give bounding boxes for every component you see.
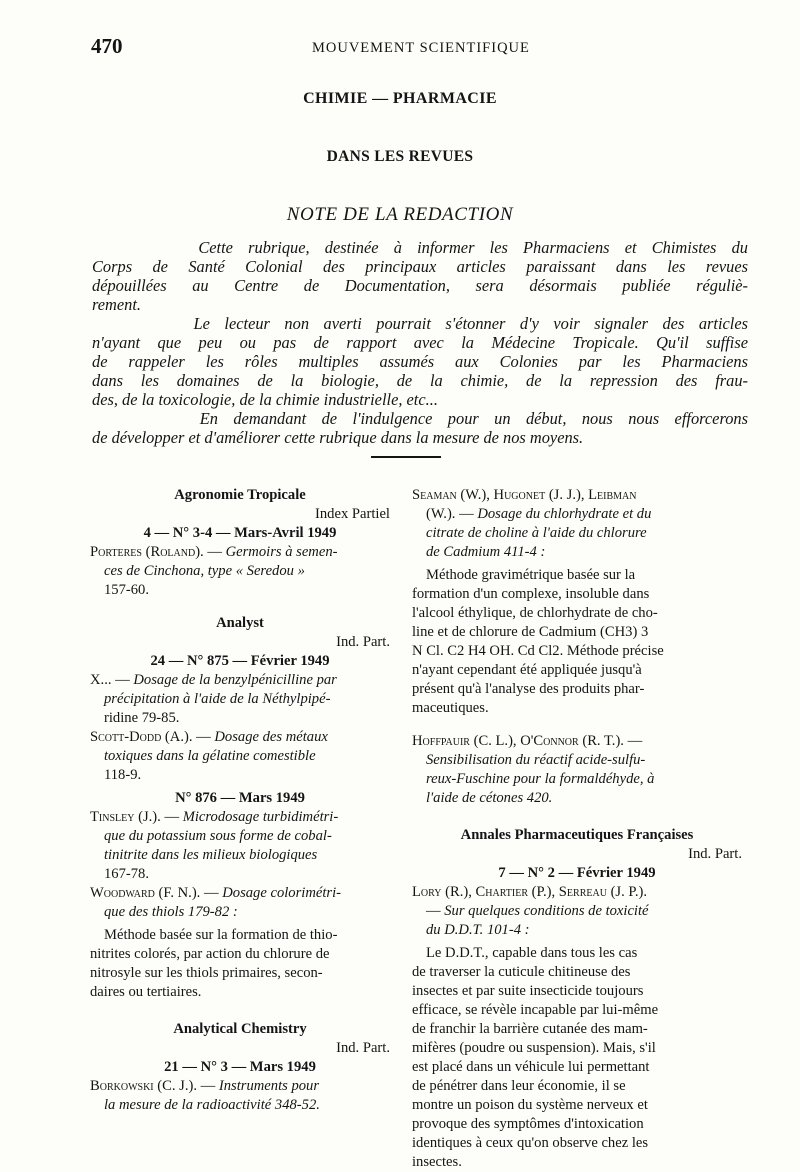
entry-title: du D.D.T. 101-4 : (426, 922, 530, 938)
entry-description: nitrites colorés, par action du chlorure de (90, 946, 330, 962)
entry: (W.). — Dosage du chlorhydrate et du (426, 506, 652, 522)
section-title: CHIMIE — PHARMACIE (303, 90, 497, 107)
entry-title: que des thiols 179-82 : (104, 904, 238, 920)
entry-title: Sur quelques conditions de toxicité (444, 903, 649, 919)
issue-heading: 7 — N° 2 — Février 1949 (498, 865, 656, 881)
entry-author: Woodward (F. N.). (90, 885, 201, 901)
entry-title: Dosage du chlorhydrate et du (477, 506, 652, 522)
entry-author: Hoffpauir (C. L.), O'Connor (R. T.). (412, 733, 624, 749)
right-column (412, 486, 742, 1172)
note-line: de développer et d'améliorer cette rubrique dans la mesure de nos moyens. (92, 428, 584, 447)
entry-title: Germoirs à semen- (225, 544, 338, 560)
note-line: Cette rubrique, destinée à informer les Pharmaciens et Chimistes du (92, 238, 748, 257)
entry-author: Scott-Dodd (A.). (90, 729, 193, 745)
entry-title: précipitation à l'aide de la Néthylpipé- (104, 691, 331, 707)
note-line: n'ayant que peu ou pas de rapport avec la Médecine Tropicale. Qu'il suffise (92, 333, 748, 352)
entry-description: Méthode gravimétrique basée sur la (426, 567, 636, 583)
entry: Borkowski (C. J.). — Instruments pour (90, 1078, 320, 1094)
note-line: Corps de Santé Colonial des principaux articles paraissant dans les revues (92, 257, 748, 276)
entry-description: efficace, se révèle incapable par lui-même (412, 1002, 659, 1018)
note-line: Le lecteur non averti pourrait s'étonner d'y voir signaler des articles (92, 314, 748, 333)
entry-pages: 157-60. (104, 582, 149, 598)
entry-title: l'aide de cétones 420. (426, 790, 553, 806)
entry-title: reux-Fuschine pour la formaldéhyde, à (426, 771, 655, 787)
running-head: MOUVEMENT SCIENTIFIQUE (312, 40, 530, 56)
entry-description: l'alcool éthylique, de chlorhydrate de cho- (412, 605, 658, 621)
entry-title: Dosage colorimétri- (222, 885, 341, 901)
page-header (0, 0, 800, 60)
entry-title: Dosage des métaux (214, 729, 328, 745)
entry-description: formation d'un complexe, insoluble dans (412, 586, 650, 602)
section-divider (371, 456, 441, 458)
entry-title: Dosage de la benzylpénicilline par (133, 672, 337, 688)
entry-description: Méthode basée sur la formation de thio- (104, 927, 338, 943)
entry-description: provoque des symptômes d'intoxication (412, 1116, 644, 1132)
entry-title: Sensibilisation du réactif acide-sulfu- (426, 752, 646, 768)
entry-description: n'ayant cependant été appliquée jusqu'à (412, 662, 642, 678)
entry-author: Porteres (Roland). (90, 544, 204, 560)
entry-description: maceutiques. (412, 700, 489, 716)
entry-description: de traverser la cuticule chitineuse des (412, 964, 631, 980)
entry-title: que du potassium sous forme de cobal- (104, 828, 332, 844)
left-column (90, 486, 390, 1115)
index-label: Index Partiel (315, 506, 390, 522)
entry-author: Borkowski (C. J.). (90, 1078, 197, 1094)
entry-pages: 167-78. (104, 866, 149, 882)
entry-description: de pénétrer dans leur économie, il se (412, 1078, 626, 1094)
journal-title: Analyst (216, 615, 264, 631)
journal-title: Annales Pharmaceutiques Françaises (460, 827, 694, 843)
entry-description: de franchir la barrière cutanée des mam- (412, 1021, 648, 1037)
entry: Scott-Dodd (A.). — Dosage des métaux (90, 729, 328, 745)
entry-author: Tinsley (J.). (90, 809, 161, 825)
entry-description: N Cl. C2 H4 OH. Cd Cl2. Méthode précise (412, 643, 664, 659)
entry-author: (W.). (426, 506, 456, 522)
index-label: Ind. Part. (336, 1040, 390, 1056)
entry-title: de Cadmium 411-4 : (426, 544, 546, 560)
entry: Tinsley (J.). — Microdosage turbidimétri- (90, 809, 339, 825)
note-line: de rappeler les rôles multiples assumés aux Colonies par les Pharmaciens (92, 352, 748, 371)
page-number: 470 (91, 34, 123, 58)
entry-description: identiques à ceux qu'on observe chez les (412, 1135, 649, 1151)
entry-title: toxiques dans la gélatine comestible (104, 748, 316, 764)
entry-title: citrate de choline à l'aide du chlorure (426, 525, 647, 541)
issue-heading: 24 — N° 875 — Février 1949 (150, 653, 330, 669)
entry-title: ridine 79-85. (104, 710, 180, 726)
entry-title: tinitrite dans les milieux biologiques (104, 847, 318, 863)
index-label: Ind. Part. (688, 846, 742, 862)
entry: X... — Dosage de la benzylpénicilline par (90, 672, 337, 688)
entry-pages: 118-9. (104, 767, 142, 783)
entry-title: la mesure de la radioactivité 348-52. (104, 1097, 320, 1113)
entry-description: Le D.D.T., capable dans tous les cas (426, 945, 638, 961)
entry-description: montre un poison du système nerveux et (412, 1097, 648, 1113)
index-label: Ind. Part. (336, 634, 390, 650)
journal-title: Agronomie Tropicale (174, 487, 306, 503)
entry-title: Microdosage turbidimétri- (182, 809, 339, 825)
editorial-note (92, 238, 748, 447)
entry-description: insectes et par suite insecticide toujours (412, 983, 644, 999)
issue-heading: N° 876 — Mars 1949 (175, 790, 305, 806)
issue-heading: 21 — N° 3 — Mars 1949 (164, 1059, 316, 1075)
note-line: des, de la toxicologie, de la chimie industrielle, etc... (92, 390, 438, 409)
entry-description: présent qu'à l'analyse des produits phar- (412, 681, 645, 697)
entry-title: Instruments pour (218, 1078, 320, 1094)
issue-heading: 4 — N° 3-4 — Mars-Avril 1949 (143, 525, 337, 541)
note-line: En demandant de l'indulgence pour un début, nous nous efforcerons (92, 409, 748, 428)
entry-description: nitrosyle sur les thiols primaires, secon- (90, 965, 323, 981)
section-subtitle: DANS LES REVUES (326, 148, 474, 165)
note-line: dépouillées au Centre de Documentation, sera désormais publiée réguliè- (92, 276, 748, 295)
entry-description: mifères (poudre ou suspension). Mais, s'il (412, 1040, 656, 1056)
entry: Porteres (Roland). — Germoirs à semen- (90, 544, 338, 560)
entry-description: insectes. (412, 1154, 462, 1170)
note-title: NOTE DE LA REDACTION (286, 204, 514, 225)
note-line: dans les domaines de la biologie, de la chimie, de la repression des frau- (92, 371, 748, 390)
entry-description: daires ou tertiaires. (90, 984, 202, 1000)
entry-description: line et de chlorure de Cadmium (CH3) 3 (412, 624, 649, 640)
entry-author: Seaman (W.), Hugonet (J. J.), Leibman (412, 487, 637, 503)
entry: Woodward (F. N.). — Dosage colorimétri- (90, 885, 341, 901)
note-line: rement. (92, 295, 142, 314)
entry-author: X... (90, 672, 112, 688)
entry-title: ces de Cinchona, type « Seredou » (104, 563, 305, 579)
entry: — Sur quelques conditions de toxicité (426, 903, 649, 919)
entry-description: est placé dans un véhicule lui permettant (412, 1059, 650, 1075)
entry-author: Lory (R.), Chartier (P.), Serreau (J. P.). (412, 884, 648, 900)
journal-title: Analytical Chemistry (173, 1021, 307, 1037)
entry: Hoffpauir (C. L.), O'Connor (R. T.). — (412, 733, 643, 749)
